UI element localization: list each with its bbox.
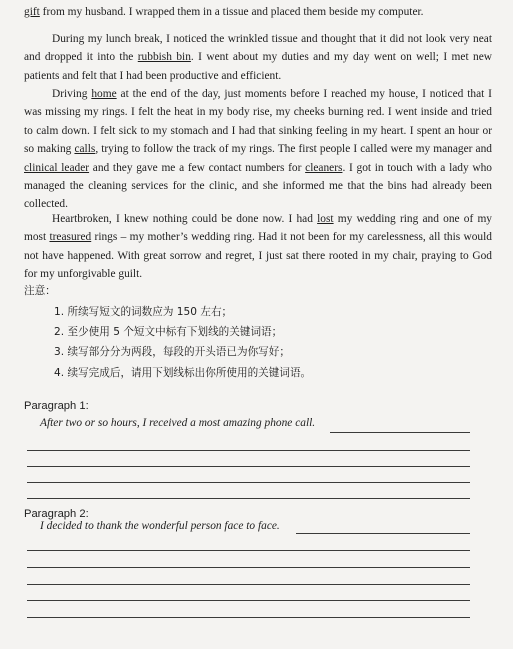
passage-paragraph-4: Heartbroken, I knew nothing could be done now. I had lost my wedding ring and one of my most treasured rings – my mother’s wedding ring. Had it not been for my carelessness, all this would not have happened. With great sorrow and regret, I just sat there rooted in my chair, praying to God for my unforgivable guilt. — [24, 213, 492, 281]
writing-line[interactable] — [27, 450, 470, 451]
writing-line[interactable] — [27, 466, 470, 467]
keyword-cleaners: cleaners — [305, 161, 343, 174]
keyword-home: home — [91, 88, 117, 100]
keyword-calls: calls — [74, 143, 96, 156]
keyword-lost: lost — [317, 213, 334, 225]
writing-line[interactable] — [27, 584, 470, 585]
paragraph-1-starter: After two or so hours, I received a most amazing phone call. — [40, 417, 316, 429]
passage-paragraph-1: gift from my husband. I wrapped them in a tissue and placed them beside my computer. — [24, 6, 424, 18]
keyword-treasured: treasured — [49, 231, 92, 244]
writing-line[interactable] — [27, 567, 470, 568]
paragraph-1-label: Paragraph 1: — [24, 400, 89, 412]
writing-line[interactable] — [330, 432, 470, 433]
writing-line[interactable] — [27, 482, 470, 483]
note-item-1: 1. 所续写短文的词数应为 150 左右； — [54, 306, 233, 318]
writing-line[interactable] — [27, 498, 470, 499]
passage-paragraph-3: Driving home at the end of the day, just moments before I reached my house, I noticed that I was missing my rings. I felt the heat in my body rise, my cheeks burning red. I went inside and tried to calm down. I felt sick to my stomach and I had that sinking feeling in my heart. I spent an hour or so making calls, trying to follow the track of my rings. The first people I called were my manager and clinical leader and they gave me a few contact numbers for cleaners. I got in touch with a lady who managed the cleaning services for the clinic, and she informed me that the bins had already been collected. — [24, 88, 492, 211]
passage — [24, 3, 492, 21]
writing-line[interactable] — [27, 550, 470, 551]
keyword-rubbish-bin: rubbish bin — [137, 51, 191, 64]
keyword-clinical-leader: clinical leader — [24, 161, 90, 174]
note-item-3: 3. 续写部分分为两段，每段的开头语已为你写好； — [54, 346, 290, 358]
keyword-gift: gift — [24, 6, 40, 18]
paragraph-2-starter: I decided to thank the wonderful person face to face. — [40, 520, 280, 532]
note-item-2: 2. 至少使用 5 个短文中标有下划线的关键词语； — [54, 326, 283, 338]
notes-heading: 注意： — [24, 285, 56, 297]
writing-line[interactable] — [27, 617, 470, 618]
note-item-4: 4. 续写完成后，请用下划线标出你所使用的关键词语。 — [54, 367, 312, 379]
writing-line[interactable] — [296, 533, 470, 534]
paragraph-2-label: Paragraph 2: — [24, 508, 89, 520]
passage-paragraph-2: During my lunch break, I noticed the wrinkled tissue and thought that it did not look very neat and dropped it into the rubbish bin. I went about my duties and my day went on well; I met new patients and felt that I had been productive and efficient. — [24, 33, 493, 82]
writing-line[interactable] — [27, 600, 470, 601]
